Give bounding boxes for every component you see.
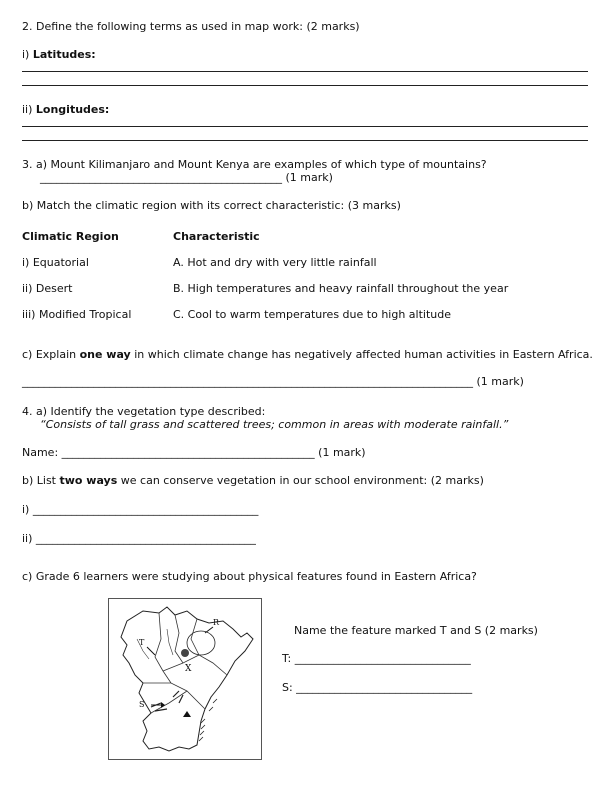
table-row-region: ii) Desert: [22, 282, 73, 295]
t-answer-line[interactable]: T: ________________________________: [282, 652, 471, 665]
map-label-x: X: [185, 664, 192, 674]
arrow-to-r: [205, 627, 213, 633]
q4b-post: we can conserve vegetation in our school environment: (2 marks): [117, 474, 484, 487]
q4a-stem: 4. a) Identify the vegetation type described:: [22, 405, 266, 418]
mountain-marker: [183, 711, 191, 717]
highlands-shape: [187, 631, 215, 655]
map-border-lines: [143, 613, 227, 713]
q2-ii-prefix: ii): [22, 103, 36, 116]
q4b-pre: b) List: [22, 474, 60, 487]
table-header-characteristic: Characteristic: [173, 230, 260, 243]
q3c-post: in which climate change has negatively affected human activities in Eastern Africa.: [130, 348, 593, 361]
table-header-region: Climatic Region: [22, 230, 119, 243]
q3c-answer-blank[interactable]: __________________________________________________________________________________ (1 mark): [22, 375, 524, 388]
table-row-region: iii) Modified Tropical: [22, 308, 132, 321]
lake-marker: [181, 649, 189, 657]
q4b-bold: two ways: [59, 474, 118, 487]
table-row-characteristic: A. Hot and dry with very little rainfall: [173, 256, 377, 269]
q4b-stem: [22, 474, 484, 487]
q3c-bold: one way: [79, 348, 131, 361]
q3a-answer-blank[interactable]: ____________________________________________ (1 mark): [40, 171, 333, 184]
q4a-quote: “Consists of tall grass and scattered trees; common in areas with moderate rainfall.”: [40, 418, 509, 431]
feature-prompt: Name the feature marked T and S (2 marks): [294, 624, 538, 637]
q2-i-label: [22, 48, 96, 61]
map-label-t: T: [139, 638, 145, 647]
answer-line-latitudes-2[interactable]: [22, 85, 588, 86]
map-label-s: S: [139, 700, 145, 709]
arrow-head-s: [161, 702, 165, 708]
q4b-answer-i[interactable]: i) _________________________________________: [22, 503, 259, 516]
rift-valley-lines: [151, 691, 183, 711]
q2-ii-label: [22, 103, 109, 116]
q4c-stem: c) Grade 6 learners were studying about physical features found in Eastern Africa?: [22, 570, 477, 583]
q2-stem: 2. Define the following terms as used in map work: (2 marks): [22, 20, 360, 33]
q2-ii-term: Longitudes:: [35, 103, 110, 116]
eastern-africa-map: [108, 598, 262, 760]
answer-line-latitudes-1[interactable]: [22, 71, 588, 72]
answer-line-longitudes-1[interactable]: [22, 126, 588, 127]
q2-i-prefix: i): [22, 48, 33, 61]
q3c-pre: c) Explain: [22, 348, 80, 361]
q3b-stem: b) Match the climatic region with its correct characteristic: (3 marks): [22, 199, 401, 212]
table-row-characteristic: B. High temperatures and heavy rainfall throughout the year: [173, 282, 509, 295]
table-row-characteristic: C. Cool to warm temperatures due to high altitude: [173, 308, 451, 321]
q3c-stem: [22, 348, 593, 361]
map-label-r: R: [213, 618, 220, 627]
s-answer-line[interactable]: S: ________________________________: [282, 681, 473, 694]
arrow-to-t: [147, 647, 155, 655]
q3a-stem: 3. a) Mount Kilimanjaro and Mount Kenya are examples of which type of mountains?: [22, 158, 487, 171]
q2-i-term: Latitudes:: [32, 48, 96, 61]
q4b-answer-ii[interactable]: ii) ________________________________________: [22, 532, 256, 545]
answer-line-longitudes-2[interactable]: [22, 140, 588, 141]
q4a-name-line[interactable]: Name: ______________________________________________ (1 mark): [22, 446, 366, 459]
table-row-region: i) Equatorial: [22, 256, 89, 269]
map-drawing: [109, 599, 261, 759]
map-outline: [121, 607, 253, 751]
